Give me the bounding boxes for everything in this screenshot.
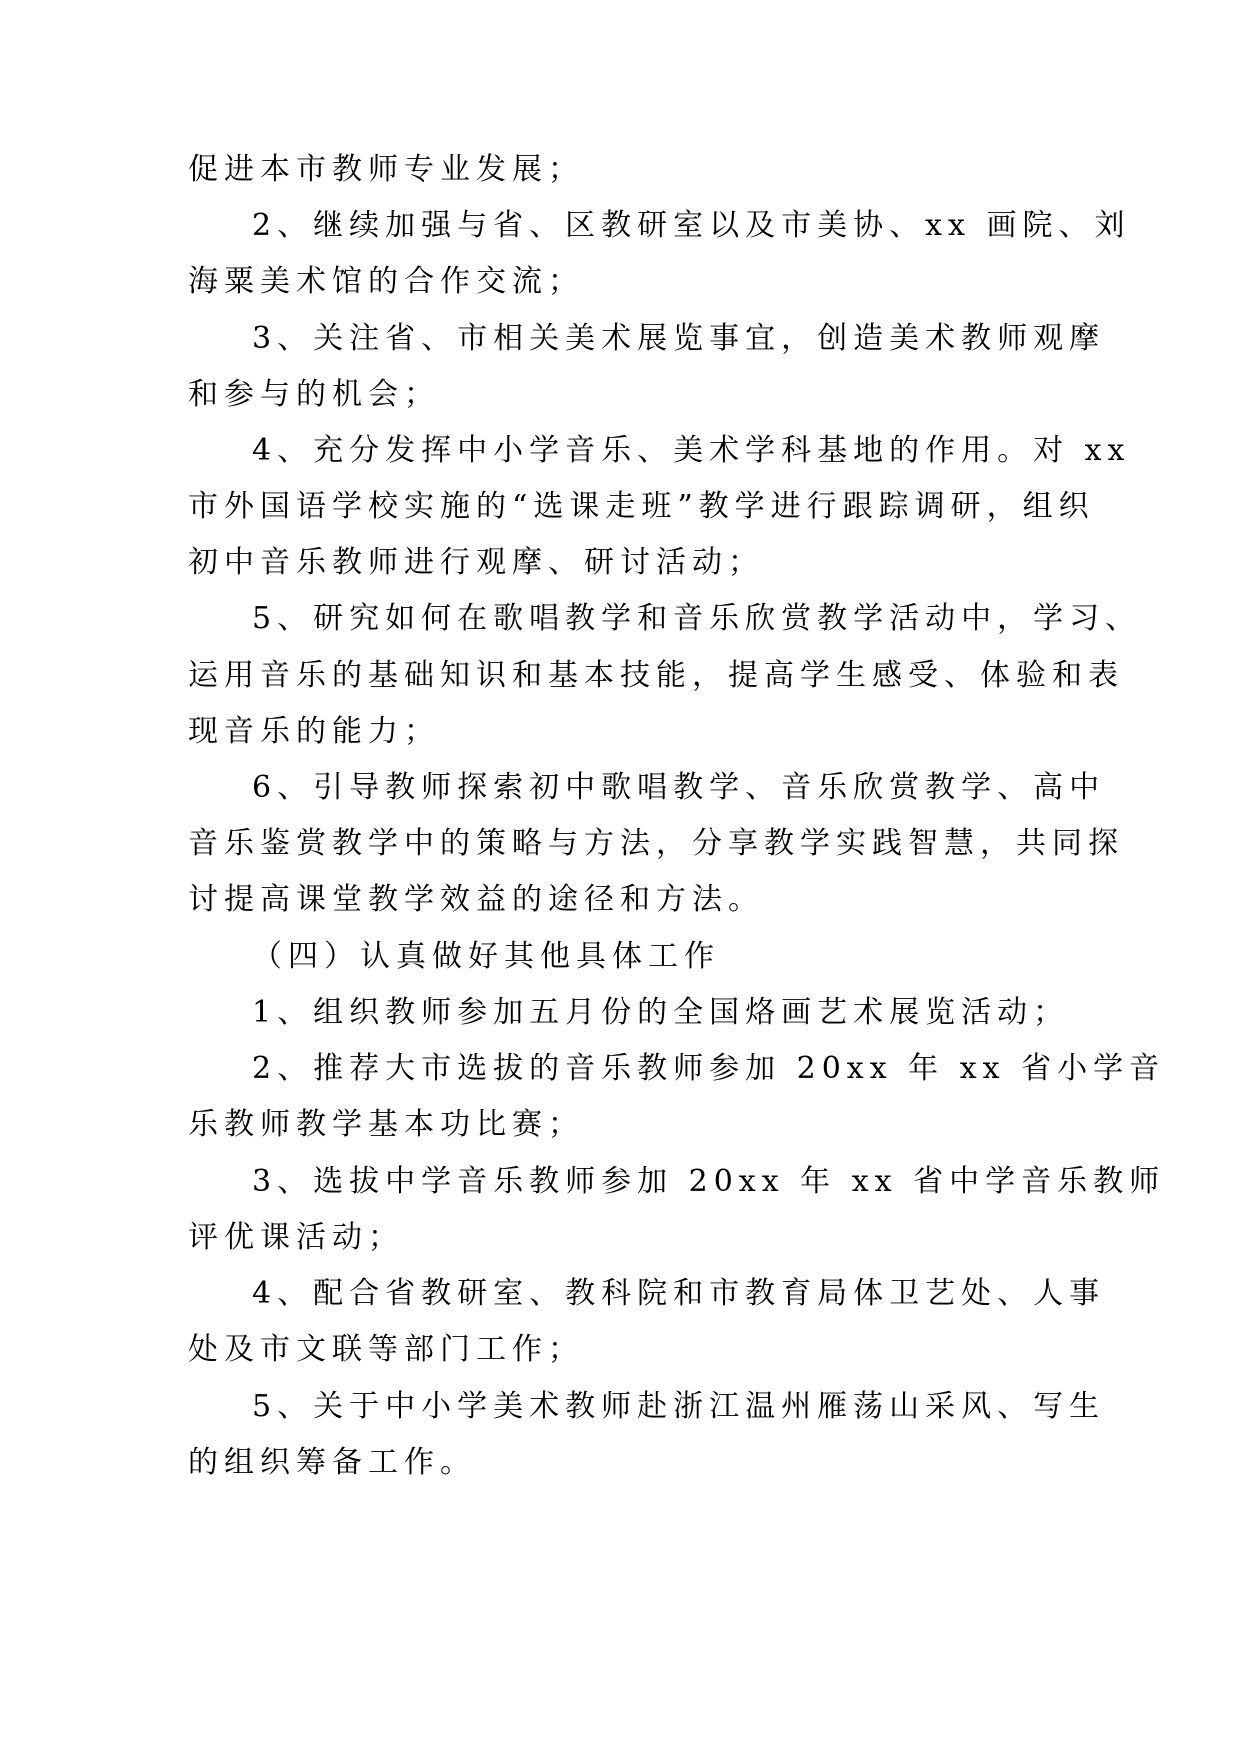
list-item-2-line-2: 海粟美术馆的合作交流； [188,264,584,299]
list-item-6-line-2: 音乐鉴赏教学中的策略与方法，分享教学实践智慧，共同探 [188,826,1124,861]
list-item-6-line-1: 6、引导教师探索初中歌唱教学、音乐欣赏教学、高中 [252,770,1106,805]
list-item-2b-line-1: 2、推荐大市选拔的音乐教师参加 20xx 年 xx 省小学音 [252,1051,1166,1086]
section-heading: （四）认真做好其他具体工作 [252,939,720,974]
list-item-2b-line-2: 乐教师教学基本功比赛； [188,1107,584,1142]
list-item-5b-line-1: 5、关于中小学美术教师赴浙江温州雁荡山采风、写生 [252,1389,1106,1424]
text-line: 促进本市教师专业发展； [188,152,584,187]
list-item-3b-line-2: 评优课活动； [188,1220,404,1255]
list-item-5-line-3: 现音乐的能力； [188,714,440,749]
list-item-3b-line-1: 3、选拔中学音乐教师参加 20xx 年 xx 省中学音乐教师 [252,1164,1166,1199]
list-item-3-line-2: 和参与的机会； [188,377,440,412]
list-item-4b-line-2: 处及市文联等部门工作； [188,1332,584,1367]
list-item-2-line-1: 2、继续加强与省、区教研室以及市美协、xx 画院、刘 [252,208,1131,243]
list-item-1: 1、组织教师参加五月份的全国烙画艺术展览活动； [252,995,1070,1030]
list-item-6-line-3: 讨提高课堂教学效益的途径和方法。 [188,882,764,917]
list-item-4-line-2: 市外国语学校实施的“选课走班”教学进行跟踪调研，组织 [188,489,1095,524]
list-item-5b-line-2: 的组织筹备工作。 [188,1445,476,1480]
list-item-4b-line-1: 4、配合省教研室、教科院和市教育局体卫艺处、人事 [252,1276,1106,1311]
list-item-3-line-1: 3、关注省、市相关美术展览事宜，创造美术教师观摩 [252,321,1106,356]
list-item-4-line-3: 初中音乐教师进行观摩、研讨活动； [188,545,764,580]
list-item-5-line-1: 5、研究如何在歌唱教学和音乐欣赏教学活动中，学习、 [252,601,1142,636]
list-item-5-line-2: 运用音乐的基础知识和基本技能，提高学生感受、体验和表 [188,658,1124,693]
list-item-4-line-1: 4、充分发挥中小学音乐、美术学科基地的作用。对 xx [252,433,1131,468]
